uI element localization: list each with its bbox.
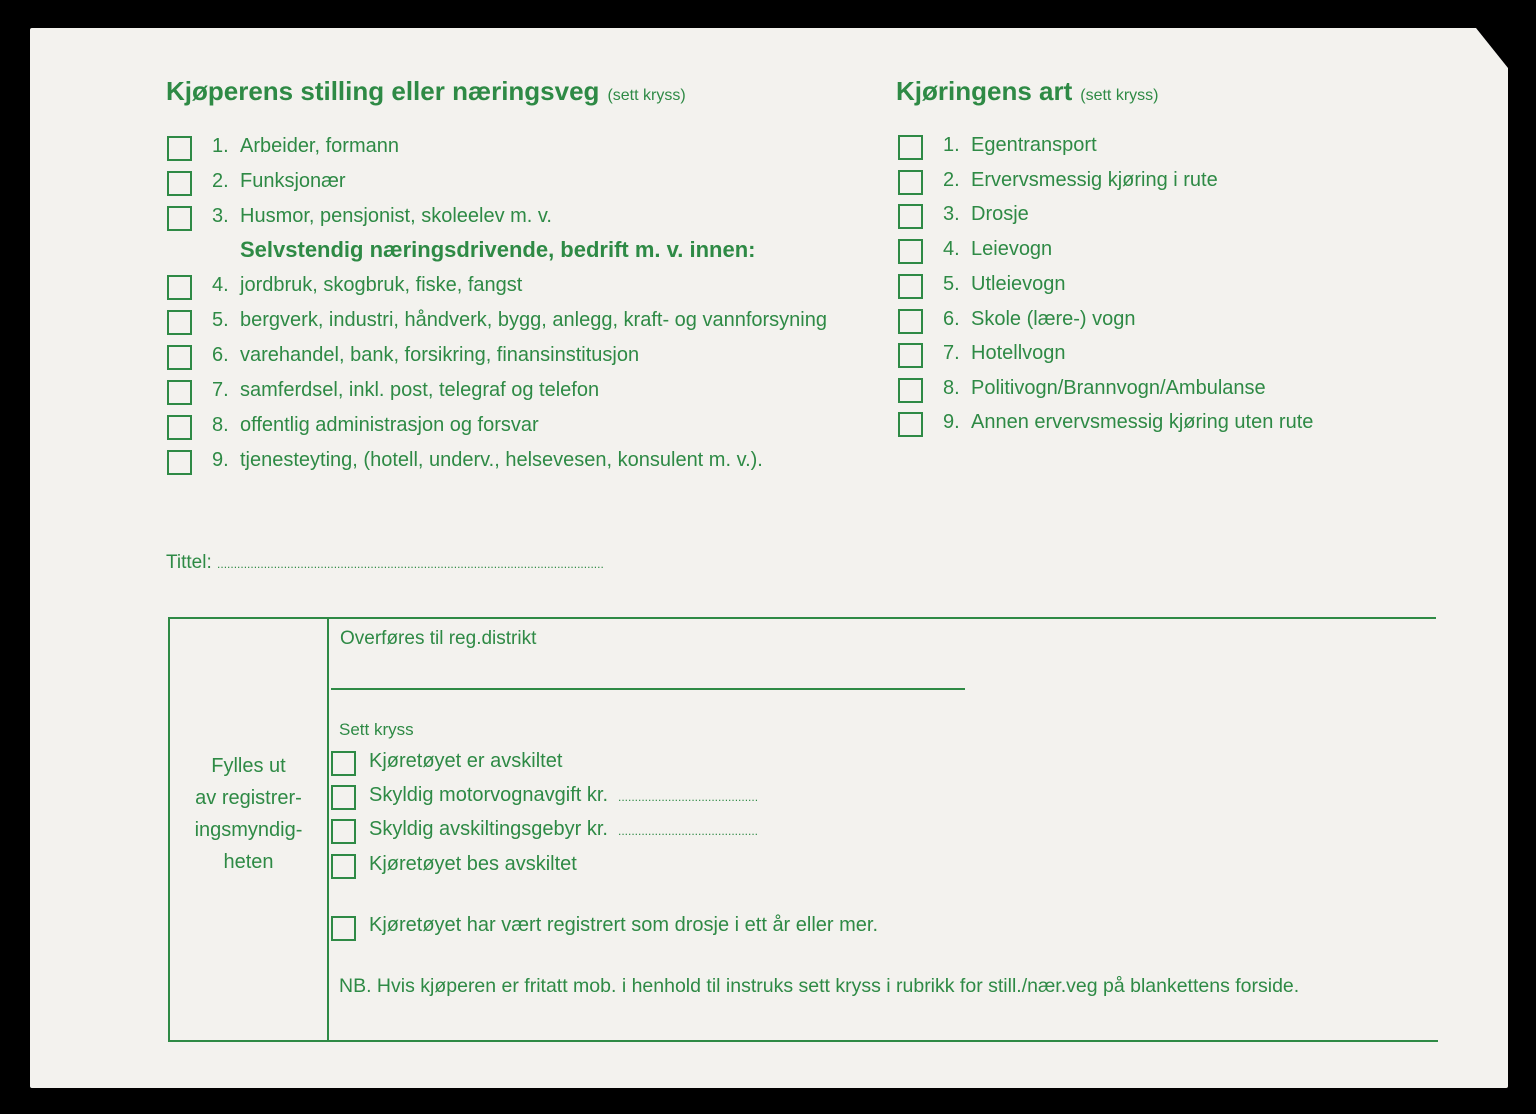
right-section-note: (sett kryss) xyxy=(1080,87,1159,104)
left-item-2 xyxy=(212,170,346,193)
nb-note: NB. Hvis kjøperen er fritatt mob. i henhold til instruks sett kryss i rubrikk for still./nær.veg på blankettens forside. xyxy=(339,975,1300,997)
left-item-1 xyxy=(212,135,399,158)
side-label-line-4: heten xyxy=(223,851,274,873)
tittel-label: Tittel: xyxy=(166,552,212,573)
left2-item-5 xyxy=(212,414,539,437)
right-item-label: Egentransport xyxy=(971,134,1097,156)
bottom-check-label: Kjøretøyet bes avskiltet xyxy=(369,853,577,875)
right-item-number: 2. xyxy=(943,169,960,191)
left-checkbox-2[interactable] xyxy=(167,171,192,196)
bottom-checkbox-2[interactable] xyxy=(331,785,356,810)
right-item-4 xyxy=(943,238,1052,261)
right-section-title: Kjøringens art (sett kryss) xyxy=(896,76,1159,106)
left-item-number: 3. xyxy=(212,205,229,227)
right-item-label: Utleievogn xyxy=(971,273,1066,295)
right-item-number: 5. xyxy=(943,273,960,295)
left2-item-6 xyxy=(212,449,763,472)
left2-item-label: bergverk, industri, håndverk, bygg, anlegg, kraft- og vannforsyning xyxy=(240,309,827,331)
right-item-number: 6. xyxy=(943,308,960,330)
tittel-row[interactable] xyxy=(166,552,604,574)
left2-checkbox-4[interactable] xyxy=(167,380,192,405)
bottom-checkbox-1[interactable] xyxy=(331,751,356,776)
box-top-line xyxy=(168,617,1436,619)
right-item-number: 1. xyxy=(943,134,960,156)
right-item-1 xyxy=(943,134,1097,157)
right-item-label: Hotellvogn xyxy=(971,342,1066,364)
right-item-number: 3. xyxy=(943,203,960,225)
transfer-label: Overføres til reg.distrikt xyxy=(340,628,537,649)
right-item-5 xyxy=(943,273,1066,296)
left2-checkbox-3[interactable] xyxy=(167,345,192,370)
right-item-2 xyxy=(943,169,1218,192)
left2-item-1 xyxy=(212,274,522,297)
bottom-checkbox-3[interactable] xyxy=(331,819,356,844)
tittel-dots: .................................................................................................................... xyxy=(217,557,604,571)
left2-item-number: 9. xyxy=(212,449,229,471)
left2-checkbox-2[interactable] xyxy=(167,310,192,335)
left2-item-label: tjenesteyting, (hotell, underv., helsevesen, konsulent m. v.). xyxy=(240,449,763,471)
right-item-number: 4. xyxy=(943,238,960,260)
bottom-check-item-4 xyxy=(369,853,577,876)
bottom-check-label: Skyldig avskiltingsgebyr kr. xyxy=(369,818,608,840)
right-checkbox-3[interactable] xyxy=(898,204,923,229)
right-item-label: Skole (lære-) vogn xyxy=(971,308,1136,330)
left-item-label: Husmor, pensjonist, skoleelev m. v. xyxy=(240,205,552,227)
left2-item-number: 7. xyxy=(212,379,229,401)
box-left-line xyxy=(168,617,170,1042)
left2-item-number: 4. xyxy=(212,274,229,296)
left-section-note: (sett kryss) xyxy=(607,87,686,104)
bottom-check-dots[interactable]: .......................................... xyxy=(617,824,759,838)
drosje-checkbox[interactable] xyxy=(331,916,356,941)
bottom-check-item-3 xyxy=(369,818,758,841)
right-checkbox-8[interactable] xyxy=(898,378,923,403)
left-item-label: Arbeider, formann xyxy=(240,135,399,157)
right-checkbox-1[interactable] xyxy=(898,135,923,160)
left2-item-2 xyxy=(212,309,827,332)
right-item-8 xyxy=(943,377,1266,400)
right-item-9 xyxy=(943,411,1313,434)
left2-item-number: 6. xyxy=(212,344,229,366)
bottom-check-label: Skyldig motorvognavgift kr. xyxy=(369,784,608,806)
left2-item-label: offentlig administrasjon og forsvar xyxy=(240,414,539,436)
left2-item-4 xyxy=(212,379,599,402)
left2-item-label: varehandel, bank, forsikring, finansinstitusjon xyxy=(240,344,640,366)
left2-checkbox-6[interactable] xyxy=(167,450,192,475)
right-item-number: 9. xyxy=(943,411,960,433)
right-checkbox-7[interactable] xyxy=(898,343,923,368)
sett-kryss-label: Sett kryss xyxy=(339,720,414,739)
bottom-check-label: Kjøretøyet er avskiltet xyxy=(369,750,563,772)
box-divider-line xyxy=(327,617,329,1042)
bottom-checkbox-4[interactable] xyxy=(331,854,356,879)
left-checkbox-3[interactable] xyxy=(167,206,192,231)
right-checkbox-5[interactable] xyxy=(898,274,923,299)
right-item-number: 8. xyxy=(943,377,960,399)
transfer-input-line[interactable] xyxy=(331,688,965,690)
right-item-label: Ervervsmessig kjøring i rute xyxy=(971,169,1218,191)
side-label-line-2: av registrer- xyxy=(195,787,302,809)
right-item-label: Annen ervervsmessig kjøring uten rute xyxy=(971,411,1314,433)
right-item-6 xyxy=(943,308,1136,331)
left2-item-number: 8. xyxy=(212,414,229,436)
left-item-number: 2. xyxy=(212,170,229,192)
right-item-7 xyxy=(943,342,1066,365)
right-checkbox-2[interactable] xyxy=(898,170,923,195)
left2-item-label: samferdsel, inkl. post, telegraf og telefon xyxy=(240,379,600,401)
right-checkbox-4[interactable] xyxy=(898,239,923,264)
left2-item-3 xyxy=(212,344,639,367)
left2-item-label: jordbruk, skogbruk, fiske, fangst xyxy=(240,274,523,296)
right-item-3 xyxy=(943,203,1029,226)
left-checkbox-1[interactable] xyxy=(167,136,192,161)
box-bottom-line xyxy=(168,1040,1438,1042)
drosje-check-label: Kjøretøyet har vært registrert som drosje i ett år eller mer. xyxy=(369,914,879,936)
right-item-number: 7. xyxy=(943,342,960,364)
left2-checkbox-1[interactable] xyxy=(167,275,192,300)
side-label-line-1: Fylles ut xyxy=(211,755,286,777)
right-item-label: Leievogn xyxy=(971,238,1053,260)
left-subheading: Selvstendig næringsdrivende, bedrift m. v. innen: xyxy=(240,237,756,262)
left-item-number: 1. xyxy=(212,135,229,157)
left2-checkbox-5[interactable] xyxy=(167,415,192,440)
torn-corner xyxy=(1476,28,1508,68)
side-label-line-3: ingsmyndig- xyxy=(194,819,303,841)
right-item-label: Politivogn/Brannvogn/Ambulanse xyxy=(971,377,1266,399)
side-label xyxy=(172,750,325,878)
bottom-check-item-1 xyxy=(369,750,562,773)
left-section-title: Kjøperens stilling eller næringsveg (sett kryss) xyxy=(166,76,686,106)
right-item-label: Drosje xyxy=(971,203,1029,225)
left-item-3 xyxy=(212,205,552,228)
left2-item-number: 5. xyxy=(212,309,229,331)
left-item-label: Funksjonær xyxy=(240,170,346,192)
bottom-check-item-2 xyxy=(369,784,758,807)
right-checkbox-9[interactable] xyxy=(898,412,923,437)
right-checkbox-6[interactable] xyxy=(898,309,923,334)
bottom-check-dots[interactable]: .......................................... xyxy=(618,790,759,804)
